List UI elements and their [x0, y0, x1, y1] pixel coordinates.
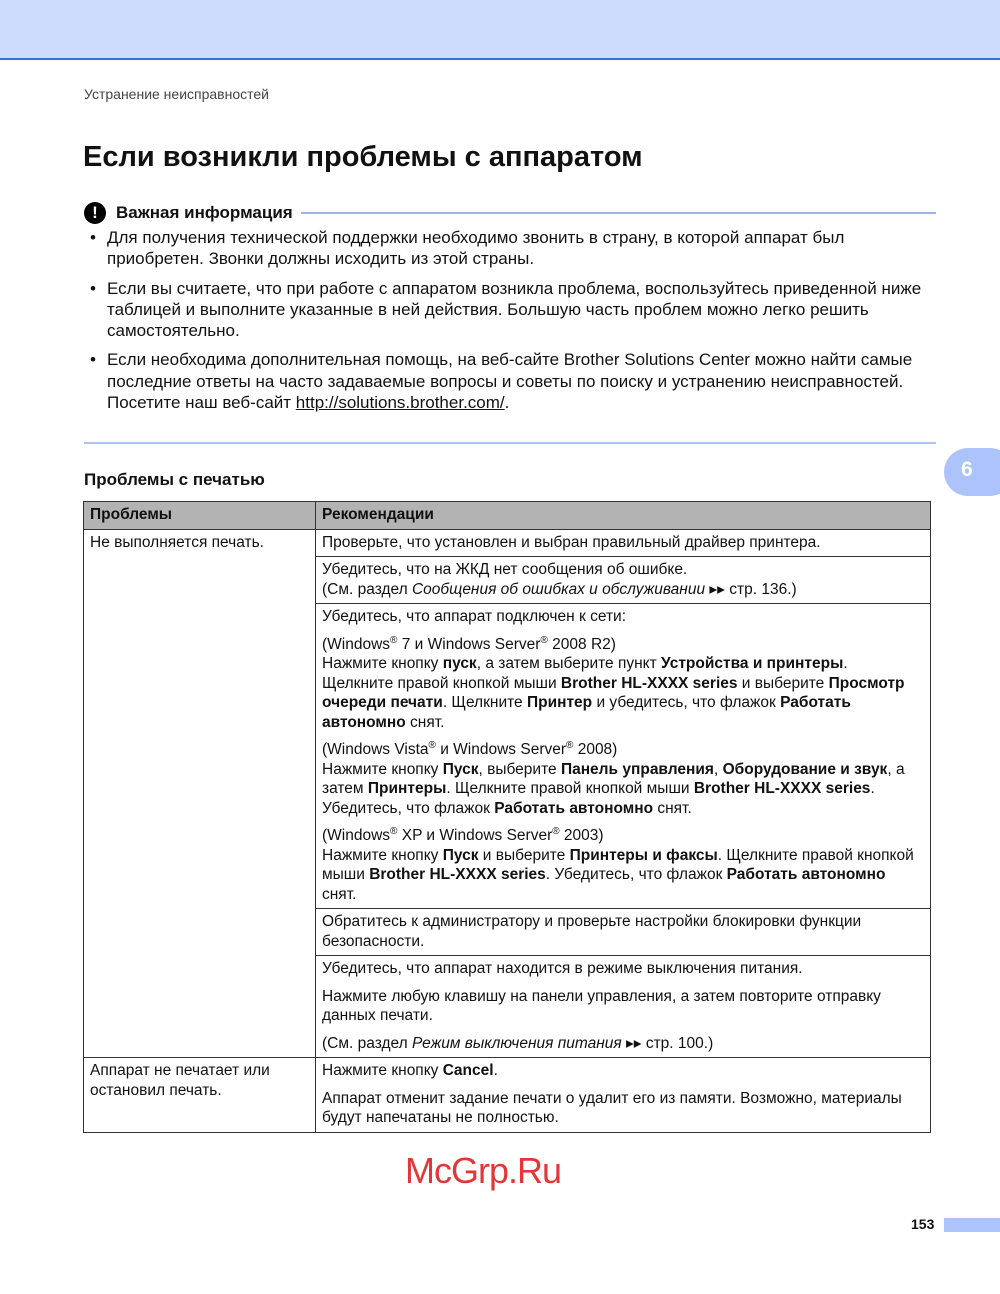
text-segment: Нажмите кнопку [322, 1062, 443, 1079]
text-segment: Brother HL-XXXX series [693, 780, 871, 797]
recommendation-paragraph [322, 912, 924, 951]
troubleshooting-table [83, 501, 931, 1133]
text-segment: 7 и Windows Server [397, 635, 541, 653]
text-segment: ▸▸ стр. 100.) [621, 1034, 714, 1052]
text-segment: Оборудование и звук [722, 760, 888, 778]
text-segment: снят. [322, 885, 357, 903]
text-segment: Работать автономно [322, 694, 851, 731]
text-segment: Пуск [442, 846, 479, 864]
text-segment: (Windows [322, 827, 391, 844]
recommendation-cell [316, 956, 931, 1058]
text-segment: Нажмите кнопку [322, 846, 443, 864]
recommendation-cell [316, 604, 931, 909]
text-segment: Убедитесь, что аппарат подключен к сети: [322, 608, 627, 625]
text-segment: . Щелкните правой кнопкой мыши [322, 846, 914, 883]
recommendation-paragraph [322, 1061, 924, 1081]
text-segment: (См. раздел [322, 1034, 412, 1052]
text-segment: Cancel [442, 1062, 494, 1079]
text-segment: Нажмите кнопку [322, 655, 443, 672]
text-segment: 2008) [573, 741, 618, 758]
bullet-item [88, 349, 933, 413]
registered-mark: ® [552, 825, 560, 837]
problem-cell: Не выполняется печать. [84, 529, 316, 1058]
text-segment: Brother HL-XXXX series [560, 674, 738, 692]
table-row [84, 529, 931, 557]
recommendation-paragraph [322, 533, 924, 553]
recommendation-paragraph [322, 635, 924, 733]
recommendation-paragraph [322, 740, 924, 818]
divider [301, 212, 936, 214]
text-segment: XP и Windows Server [397, 827, 553, 844]
text-segment: , а затем выберите пункт [476, 655, 662, 672]
exclamation-icon: ! [84, 202, 106, 224]
text-segment: . [870, 780, 875, 797]
text-segment: Принтеры и факсы [569, 846, 718, 864]
text-segment: . [843, 655, 848, 672]
text-segment: , выберите [478, 760, 561, 778]
text-segment: (Windows Vista [322, 741, 429, 758]
text-segment: Устройства и принтеры [661, 655, 844, 672]
period: . [504, 393, 510, 413]
recommendation-cell [316, 529, 931, 557]
text-segment: , а затем [322, 760, 905, 797]
recommendation-cell [316, 557, 931, 604]
text-segment: Аппарат отменит задание печати о удалит его из памяти. Возможно, материалы будут напечатаны не полностью. [322, 1089, 902, 1126]
header-band [0, 0, 1000, 60]
text-segment: 2008 R2) [547, 635, 616, 653]
page-title: Если возникли проблемы с аппаратом [83, 141, 643, 173]
text-segment: Проверьте, что установлен и выбран правильный драйвер принтера. [322, 533, 821, 551]
problem-cell: Аппарат не печатает или остановил печать. [84, 1058, 316, 1133]
text-segment: 2003) [559, 827, 604, 844]
table-row [84, 1058, 931, 1133]
solutions-link[interactable]: http://solutions.brother.com/ [295, 393, 505, 413]
text-segment: Убедитесь, что на ЖКД нет сообщения об ошибке. [322, 561, 688, 578]
text-segment: ▸▸ стр. 136.) [705, 580, 797, 598]
chapter-tab[interactable]: 6 [944, 448, 1000, 496]
bullet-text: Если необходима дополнительная помощь, на веб-сайте Brother Solutions Center можно найти самые последние ответы на часто задаваемые вопросы и советы по поиску и устранению неисправностей. [107, 350, 913, 391]
page-number-bar [944, 1218, 1000, 1232]
bullet-item: • Если вы считаете, что при работе с аппаратом возникла проблема, воспользуйтесь приведенной ниже таблицей и выполните указанные в ней действия. Большую часть проблем можно легко решить самостоятельно. [88, 278, 933, 342]
text-segment: (См. раздел [322, 580, 412, 598]
registered-mark: ® [390, 634, 398, 646]
text-segment: Нажмите кнопку [322, 760, 443, 778]
recommendation-paragraph [322, 607, 924, 627]
column-header-recommendations: Рекомендации [316, 502, 931, 530]
text-segment: пуск [442, 655, 477, 672]
recommendation-paragraph [322, 1034, 924, 1054]
visit-text: Посетите наш веб-сайт [107, 393, 296, 413]
text-segment: Работать автономно [726, 866, 886, 883]
recommendation-cell [316, 1058, 931, 1133]
breadcrumb: Устранение неисправностей [84, 86, 269, 102]
recommendation-paragraph [322, 560, 924, 599]
text-segment: (Windows [322, 635, 391, 653]
column-header-problems: Проблемы [84, 502, 316, 530]
registered-mark: ® [540, 634, 548, 646]
text-segment: Сообщения об ошибках и обслуживании [411, 580, 706, 598]
recommendation-paragraph [322, 1089, 924, 1128]
text-segment: и выберите [478, 846, 570, 864]
registered-mark: ® [428, 739, 436, 751]
text-segment: . [493, 1062, 498, 1079]
watermark: McGrp.Ru [405, 1150, 562, 1191]
text-segment: снят. [405, 713, 445, 731]
recommendation-paragraph [322, 987, 924, 1026]
registered-mark: ® [390, 825, 398, 837]
text-segment: Принтеры [367, 780, 447, 797]
text-segment: Нажмите любую клавишу на панели управления, а затем повторите отправку данных печати. [322, 987, 881, 1024]
text-segment: и выберите [737, 674, 829, 692]
text-segment: Brother HL-XXXX series [369, 866, 546, 883]
recommendation-paragraph [322, 959, 924, 979]
recommendation-cell [316, 909, 931, 956]
text-segment: . Щелкните [442, 694, 527, 711]
text-segment: . Щелкните правой кнопкой мыши [446, 780, 694, 797]
text-segment: и Windows Server [435, 741, 567, 758]
text-segment: Работать автономно [494, 799, 654, 817]
text-segment: Щелкните правой кнопкой мыши [322, 674, 561, 692]
recommendation-paragraph [322, 826, 924, 904]
text-segment: Убедитесь, что аппарат находится в режиме выключения питания. [322, 960, 803, 977]
text-segment: Обратитесь к администратору и проверьте настройки блокировки функции безопасности. [322, 913, 862, 950]
important-info-heading [84, 202, 936, 224]
text-segment: Принтер [526, 694, 593, 711]
important-label: Важная информация [116, 203, 293, 222]
text-segment: . Убедитесь, что флажок [545, 866, 727, 883]
registered-mark: ® [566, 739, 574, 751]
text-segment: Панель управления [560, 760, 714, 778]
divider [84, 442, 936, 444]
text-segment: Пуск [442, 760, 479, 778]
text-segment: Режим выключения питания [411, 1034, 622, 1052]
important-bullets [88, 227, 933, 421]
text-segment: , [713, 760, 723, 778]
section-title: Проблемы с печатью [84, 470, 265, 489]
bullet-item: • Для получения технической поддержки необходимо звонить в страну, в которой аппарат был приобретен. Звонки должны исходить из этой страны. [88, 227, 933, 270]
text-segment: Убедитесь, что флажок [322, 799, 495, 817]
text-segment: Просмотр очереди печати [322, 674, 905, 711]
page-number: 153 [911, 1216, 935, 1232]
text-segment: снят. [653, 799, 692, 817]
text-segment: и убедитесь, что флажок [592, 694, 781, 711]
